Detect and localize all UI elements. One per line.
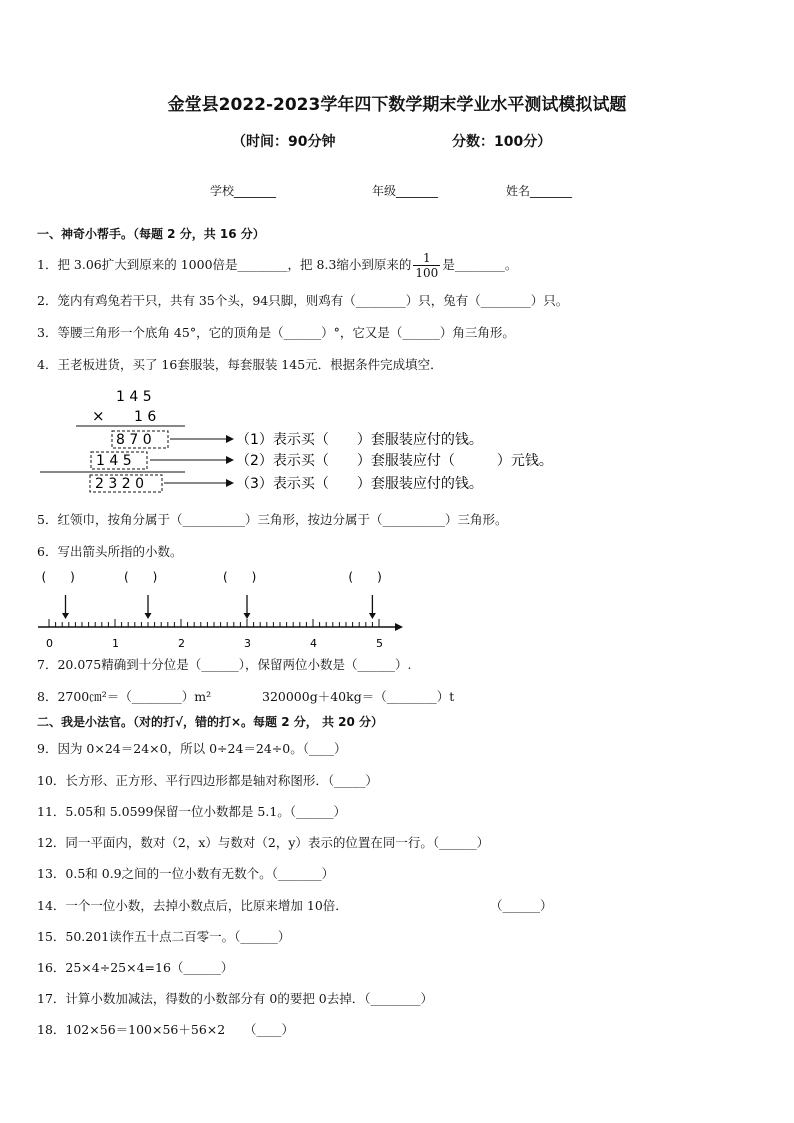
question-15: 15．50.201读作五十点二百零一。（______） [37, 929, 291, 944]
grade-field: 年级_______ [372, 184, 439, 198]
note-1: （1）表示买（ ）套服装应付的钱。 [236, 432, 483, 448]
question-9: 9．因为 0×24＝24×0，所以 0÷24＝24÷0。（____） [37, 741, 347, 756]
question-11: 11．5.05和 5.0599保留一位小数都是 5.1。（______） [37, 804, 347, 819]
answer-paren: ( ) [124, 570, 158, 584]
partial-2: 1 4 5 [96, 453, 132, 469]
multiplication-diagram [30, 383, 630, 498]
note-2: （2）表示买（ ）套服装应付（ ）元钱。 [236, 453, 553, 469]
answer-paren: ( ) [41, 570, 75, 584]
question-7: 7．20.075精确到十分位是（______），保留两位小数是（______）. [37, 657, 412, 672]
arrow-3-head [226, 479, 234, 487]
time-label: （时间：90分钟 [232, 134, 336, 150]
section2-heading: 二、我是小法官。（对的打√，错的打×。每题 2 分， 共 20 分） [37, 715, 383, 729]
question-5: 5．红领巾，按角分属于（__________）三角形，按边分属于（__________）三角形。 [37, 512, 508, 527]
tick-label: 5 [376, 637, 383, 650]
mult-second: 1 6 [134, 409, 157, 425]
pointer-arrowhead [369, 613, 376, 619]
score-label: 分数：100分） [452, 134, 552, 150]
arrow-2-head [226, 456, 234, 464]
school-field: 学校_______ [210, 184, 277, 198]
tick-label: 4 [310, 637, 317, 650]
number-line [30, 565, 420, 650]
question-3: 3．等腰三角形一个底角 45°，它的顶角是（______）°，它又是（______）角三角形。 [37, 325, 515, 340]
arrow-1-head [226, 435, 234, 443]
answer-paren: ( ) [223, 570, 257, 584]
partial-3: 2 3 2 0 [95, 476, 144, 492]
fraction-numerator: 1 [413, 251, 440, 266]
tick-label: 0 [46, 637, 53, 650]
answer-paren: ( ) [348, 570, 382, 584]
fraction-denominator: 100 [415, 266, 439, 280]
q1-text-a: 1．把 3.06扩大到原来的 1000倍是________，把 8.3缩小到原来的 [37, 257, 412, 272]
tick-label: 1 [112, 637, 119, 650]
question-14-blank: （______） [490, 898, 553, 913]
mult-top: 1 4 5 [116, 389, 152, 405]
tick-label: 3 [244, 637, 251, 650]
question-2: 2．笼内有鸡兔若干只，共有 35个头，94只脚，则鸡有（________）只，兔有（________）只。 [37, 293, 569, 308]
pointer-arrowhead [145, 613, 152, 619]
question-16: 16．25×4÷25×4=16（______） [37, 960, 234, 975]
question-18: 18．102×56＝100×56＋56×2 （____） [37, 1022, 294, 1037]
name-field: 姓名_______ [506, 184, 573, 198]
question-10: 10．长方形、正方形、平行四边形都是轴对称图形．（_____） [37, 773, 378, 788]
question-6: 6．写出箭头所指的小数。 [37, 544, 183, 559]
question-12: 12．同一平面内，数对（2，x）与数对（2，y）表示的位置在同一行。（______） [37, 835, 490, 850]
question-8a: 8．2700㎝²＝（________）m² [37, 689, 212, 704]
note-3: （3）表示买（ ）套服装应付的钱。 [236, 476, 483, 492]
mult-times: × [92, 407, 105, 425]
question-1 [37, 251, 517, 280]
pointer-arrowhead [244, 613, 251, 619]
section1-heading: 一、神奇小帮手。（每题 2 分，共 16 分） [37, 227, 265, 241]
question-8b: 320000g＋40kg＝（________）t [262, 689, 455, 704]
question-13: 13．0.5和 0.9之间的一位小数有无数个。（_______） [37, 866, 335, 881]
pointer-arrowhead [62, 613, 69, 619]
question-14: 14．一个一位小数，去掉小数点后，比原来增加 10倍． [37, 898, 348, 913]
page-title: 金堂县2022-2023学年四下数学期末学业水平测试模拟试题 [167, 95, 627, 115]
tick-label: 2 [178, 637, 185, 650]
q1-text-b: 是________。 [442, 257, 518, 272]
fraction [413, 251, 440, 280]
question-4: 4．王老板进货，买了 16套服装，每套服装 145元．根据条件完成填空． [37, 357, 443, 372]
partial-1: 8 7 0 [116, 432, 152, 448]
number-line-arrowhead [395, 623, 403, 631]
question-17: 17．计算小数加减法，得数的小数部分有 0的要把 0去掉．（________） [37, 991, 434, 1006]
